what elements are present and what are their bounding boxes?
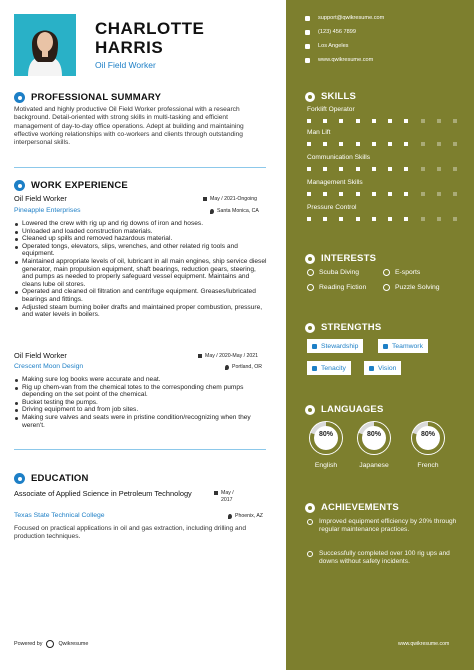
job-title: Oil Field Worker — [14, 194, 67, 203]
language-item — [408, 418, 448, 469]
language-gauge — [408, 418, 448, 458]
achievements-heading: ACHIEVEMENTS — [305, 502, 399, 513]
rating-dot — [323, 142, 327, 146]
list-item: Maintained appropriate levels of oil, lubricant in all main engines, ship service diesel generator, main propulsion equipment, shaft bearings, reduction gears, steering, and pumps as needed to properly safeguard vessel equipment. Maintains and cleans lube oil stores. — [14, 258, 268, 288]
rating-dot — [404, 217, 408, 221]
rating-dot — [388, 217, 392, 221]
phone-icon — [305, 30, 310, 35]
divider — [14, 449, 266, 450]
rating-dot — [421, 119, 425, 123]
rating-dot — [453, 217, 457, 221]
rating-dot — [388, 142, 392, 146]
language-gauge — [354, 418, 394, 458]
heart-icon — [305, 254, 315, 264]
job-bullets — [14, 376, 268, 429]
rating-dot — [453, 167, 457, 171]
list-item: Bucket testing the pumps. — [14, 399, 268, 407]
list-item: Driving equipment to and from job sites. — [14, 406, 268, 414]
rating-dot — [323, 192, 327, 196]
education-location: Phoenix, AZ — [228, 513, 263, 519]
rating-dot — [453, 119, 457, 123]
list-item: Lowered the crew with rig up and rig downs of iron and hoses. — [14, 220, 268, 228]
job-location: Santa Monica, CA — [210, 208, 259, 214]
rating-dot — [421, 192, 425, 196]
skill-rating — [307, 192, 457, 196]
skill-item — [307, 204, 457, 221]
calendar-icon — [203, 197, 207, 201]
achievement-item: Improved equipment efficiency by 20% through regular maintenance practices. — [307, 518, 467, 534]
rating-dot — [372, 192, 376, 196]
list-item: Making sure valves and seats were in pristine condition/recognizing when they weren't. — [14, 414, 268, 429]
star-icon — [307, 551, 313, 557]
rating-dot — [372, 167, 376, 171]
rating-dot — [356, 192, 360, 196]
check-icon — [369, 366, 374, 371]
company-name: Pineapple Enterprises — [14, 207, 81, 214]
education-title: EDUCATION — [31, 473, 89, 484]
rating-dot — [339, 167, 343, 171]
company-name: Crescent Moon Design — [14, 363, 84, 370]
globe-icon — [305, 58, 310, 63]
skill-name: Management Skills — [307, 179, 363, 186]
rating-dot — [453, 192, 457, 196]
skill-name: Pressure Control — [307, 204, 357, 211]
powered-by: Powered by Qwikresume — [14, 641, 89, 647]
rating-dot — [323, 167, 327, 171]
rating-dot — [404, 119, 408, 123]
location-pin-icon — [210, 209, 214, 214]
rating-dot — [404, 142, 408, 146]
graduation-cap-icon — [14, 473, 25, 484]
rating-dot — [356, 217, 360, 221]
list-item: Cleaned up spills and removed hazardous material. — [14, 235, 268, 243]
contact-website[interactable]: www.qwikresume.com — [305, 57, 373, 63]
rating-dot — [339, 192, 343, 196]
job-dates: May / 2021-Ongoing — [203, 196, 257, 202]
rating-dot — [437, 167, 441, 171]
skill-rating — [307, 119, 457, 123]
language-percent: 80% — [366, 431, 381, 438]
skill-name: Man Lift — [307, 129, 331, 136]
rating-dot — [339, 217, 343, 221]
rating-dot — [307, 217, 311, 221]
lightbulb-icon — [305, 92, 315, 102]
email-icon — [305, 16, 310, 21]
language-name: French — [417, 462, 439, 469]
rating-dot — [388, 167, 392, 171]
contact-location: Los Angeles — [305, 43, 348, 49]
skills-heading: SKILLS — [305, 91, 356, 102]
rating-dot — [421, 217, 425, 221]
list-item: Operated tongs, elevators, slips, wrenches, and other related rig tools and equipment. — [14, 243, 268, 258]
contact-email[interactable]: support@qwikresume.com — [305, 15, 384, 21]
rating-dot — [307, 119, 311, 123]
summary-title: PROFESSIONAL SUMMARY — [31, 92, 162, 103]
rating-dot — [356, 119, 360, 123]
last-name: HARRIS — [95, 38, 164, 57]
list-item: Unloaded and loaded construction materials. — [14, 228, 268, 236]
language-percent: 80% — [420, 431, 435, 438]
strengths-heading: STRENGTHS — [305, 322, 381, 333]
gauge-background — [411, 421, 445, 455]
gauge-background — [309, 421, 343, 455]
language-item — [354, 418, 394, 469]
job-title: Oil Field Worker — [14, 351, 67, 360]
person-icon — [14, 92, 25, 103]
gamepad-icon — [383, 269, 390, 276]
experience-title: WORK EXPERIENCE — [31, 180, 128, 191]
skill-name: Forklift Operator — [307, 106, 355, 113]
rating-dot — [388, 119, 392, 123]
puzzle-icon — [383, 284, 390, 291]
book-icon — [307, 284, 314, 291]
skill-name: Communication Skills — [307, 154, 371, 161]
rating-dot — [323, 119, 327, 123]
list-item: Making sure log books were accurate and neat. — [14, 376, 268, 384]
rating-dot — [421, 167, 425, 171]
strength-tag: Stewardship — [307, 339, 363, 353]
gauge-background — [357, 421, 391, 455]
rating-dot — [372, 119, 376, 123]
language-gauge — [306, 418, 346, 458]
diving-icon — [307, 269, 314, 276]
job-dates: May / 2020-May / 2021 — [198, 353, 258, 359]
language-percent: 80% — [318, 431, 333, 438]
check-icon — [383, 344, 388, 349]
trophy-icon — [305, 503, 315, 513]
rating-dot — [437, 142, 441, 146]
rating-dot — [372, 142, 376, 146]
skill-item — [307, 129, 457, 146]
interest-item: E-sports — [383, 269, 420, 276]
interest-item: Scuba Diving — [307, 269, 359, 276]
list-item: Operated and cleaned oil filtration and centrifuge equipment. Greases/lubricated bearings and fittings. — [14, 288, 268, 303]
job-bullets — [14, 220, 268, 319]
rating-dot — [453, 142, 457, 146]
rating-dot — [339, 142, 343, 146]
rating-dot — [388, 192, 392, 196]
strength-tag: Tenacity — [307, 361, 351, 375]
summary-heading — [14, 92, 161, 103]
calendar-icon — [198, 354, 202, 358]
rating-dot — [421, 142, 425, 146]
rating-dot — [404, 167, 408, 171]
list-item: Rig up chem-van from the chemical totes to the corresponding chem pumps depending on the set point of the chemical. — [14, 384, 268, 399]
contact-phone[interactable]: (123) 456 7899 — [305, 29, 356, 35]
languages-heading: LANGUAGES — [305, 404, 384, 415]
skill-rating — [307, 142, 457, 146]
location-pin-icon — [228, 514, 232, 519]
rating-dot — [437, 217, 441, 221]
strength-tag: Vision — [364, 361, 401, 375]
skill-item — [307, 106, 457, 123]
rating-dot — [339, 119, 343, 123]
skill-item — [307, 179, 457, 196]
divider — [14, 167, 266, 168]
achievement-item: Successfully completed over 100 rig ups and downs without safety incidents. — [307, 550, 467, 566]
list-item: Adjusted steam burning boiler drafts and maintained proper combustion, pressure, and water levels in boilers. — [14, 304, 268, 319]
rating-dot — [307, 167, 311, 171]
education-heading — [14, 473, 89, 484]
experience-heading — [14, 180, 128, 191]
language-name: Japanese — [359, 462, 389, 469]
rating-dot — [437, 119, 441, 123]
strength-tag: Teamwork — [378, 339, 428, 353]
job-location: Portland, OR — [225, 364, 262, 370]
footer-website[interactable]: www.qwikresume.com — [398, 641, 450, 647]
rating-dot — [404, 192, 408, 196]
calendar-icon — [214, 491, 218, 495]
rating-dot — [307, 142, 311, 146]
rating-dot — [356, 167, 360, 171]
interest-item: Reading Fiction — [307, 284, 366, 291]
interest-item: Puzzle Solving — [383, 284, 440, 291]
check-icon — [312, 366, 317, 371]
rating-dot — [437, 192, 441, 196]
candidate-name — [95, 19, 204, 57]
location-pin-icon — [305, 44, 310, 49]
school-name: Texas State Technical College — [14, 512, 105, 519]
job-role: Oil Field Worker — [95, 60, 156, 70]
brand-name[interactable]: Qwikresume — [58, 641, 89, 647]
check-icon — [312, 344, 317, 349]
skill-rating — [307, 167, 457, 171]
profile-photo — [14, 14, 76, 76]
globe-icon — [305, 405, 315, 415]
summary-text: Motivated and highly productive Oil Field Worker professional with a research background. Detail-oriented with strong skills in multi-tasking and efficient management of day-to-day office operations. Adept at building and maintaining effective working relationships with co-workers and clients through outstanding interpersonal skills. — [14, 106, 244, 147]
briefcase-icon — [14, 180, 25, 191]
language-name: English — [314, 462, 338, 469]
rating-dot — [307, 192, 311, 196]
degree-name: Associate of Applied Science in Petroleum Technology — [14, 489, 192, 498]
location-pin-icon — [225, 365, 229, 370]
skill-rating — [307, 217, 457, 221]
first-name: CHARLOTTE — [95, 19, 205, 38]
language-item — [306, 418, 346, 469]
qwikresume-logo-icon — [46, 640, 54, 648]
rating-dot — [372, 217, 376, 221]
skill-item — [307, 154, 457, 171]
star-icon — [307, 519, 313, 525]
education-text: Focused on practical applications in oil and gas extraction, including drilling and production techniques. — [14, 525, 247, 541]
rating-dot — [356, 142, 360, 146]
education-date: May / 2017 — [214, 490, 234, 503]
thumbs-up-icon — [305, 323, 315, 333]
interests-heading: INTERESTS — [305, 253, 376, 264]
rating-dot — [323, 217, 327, 221]
